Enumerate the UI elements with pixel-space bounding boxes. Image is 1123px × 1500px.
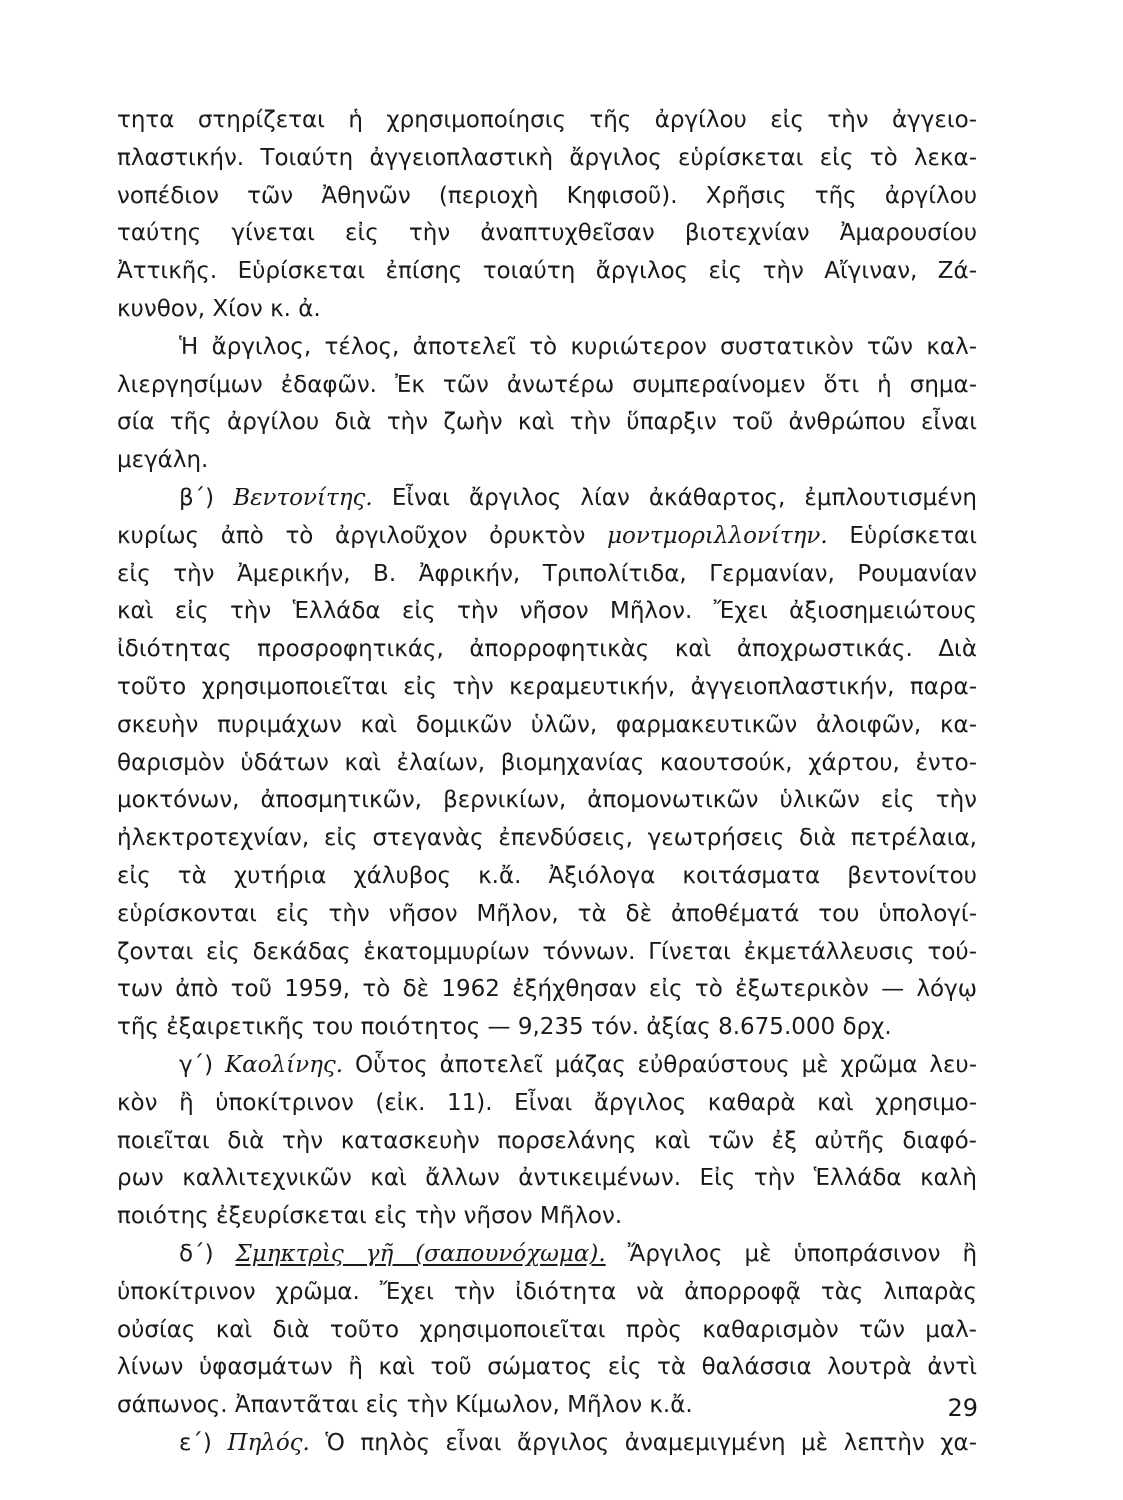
text-line: ζονται εἰς δεκάδας ἑκατομμυρίων τόννων. Γίνεται ἐκμετάλλευσις τού-: [117, 938, 977, 965]
section-text: Ἄργιλος μὲ ὑποπράσινον ἢ: [627, 1240, 977, 1267]
body-text: [117, 102, 977, 1463]
text-line: σάπωνος. Ἀπαντᾶται εἰς τὴν Κίμωλον, Μῆλον κ.ἄ.: [117, 1392, 693, 1419]
text-line: εἰς τὰ χυτήρια χάλυβος κ.ἄ. Ἀξιόλογα κοιτάσματα βεντονίτου: [117, 862, 977, 889]
text-line: κὸν ἢ ὑποκίτρινον (εἰκ. 11). Εἶναι ἄργιλος καθαρὰ καὶ χρησιμο-: [117, 1089, 977, 1116]
section-term: Καολίνης.: [224, 1051, 344, 1078]
text-line: θαρισμὸν ὑδάτων καὶ ἐλαίων, βιομηχανίας καουτσούκ, χάρτου, ἐντο-: [117, 749, 977, 776]
section-marker: δ΄): [179, 1240, 214, 1267]
section-b-heading-line: [117, 480, 977, 518]
text-line: νοπέδιον τῶν Ἀθηνῶν (περιοχὴ Κηφισοῦ). Χρῆσις τῆς ἀργίλου: [117, 182, 977, 209]
text-line: οὐσίας καὶ διὰ τοῦτο χρησιμοποιεῖται πρὸς καθαρισμὸν τῶν μαλ-: [117, 1316, 977, 1343]
text-line: λίνων ὑφασμάτων ἢ καὶ τοῦ σώματος εἰς τὰ θαλάσσια λουτρὰ ἀντὶ: [117, 1354, 977, 1381]
text-line: κυνθον, Χίον κ. ἀ.: [117, 295, 321, 322]
text-line: καὶ εἰς τὴν Ἑλλάδα εἰς τὴν νῆσον Μῆλον. Ἔχει ἀξιοσημειώτους: [117, 598, 977, 625]
text-line: ἰδιότητας προσροφητικάς, ἀπορροφητικὰς καὶ ἀποχρωστικάς. Διὰ: [117, 636, 977, 663]
text-line: ἠλεκτροτεχνίαν, εἰς στεγανὰς ἐπενδύσεις, γεωτρήσεις διὰ πετρέλαια,: [117, 825, 977, 852]
text-line: εὑρίσκονται εἰς τὴν νῆσον Μῆλον, τὰ δὲ ἀποθέματά του ὑπολογί-: [117, 900, 977, 927]
page-number: 29: [947, 1394, 978, 1422]
text-line: λιεργησίμων ἐδαφῶν. Ἐκ τῶν ἀνωτέρω συμπεραίνομεν ὅτι ἡ σημα-: [117, 371, 977, 398]
section-text: Ὁ πηλὸς εἶναι ἄργιλος ἀναμεμιγμένη μὲ λεπτὴν χα-: [325, 1429, 977, 1456]
text-line: ποιότης ἐξευρίσκεται εἰς τὴν νῆσον Μῆλον.: [117, 1203, 623, 1230]
text-line: ὑποκίτρινον χρῶμα. Ἔχει τὴν ἰδιότητα νὰ ἀπορροφᾷ τὰς λιπαρὰς: [117, 1278, 977, 1305]
mineral-term: μοντμοριλλονίτην.: [607, 522, 828, 549]
text-line: [117, 518, 977, 556]
section-term: Σμηκτρὶς γῆ (σαπουνόχωμα).: [235, 1240, 606, 1267]
text-line: τοῦτο χρησιμοποιεῖται εἰς τὴν κεραμευτικήν, ἀγγειοπλαστικήν, παρα-: [117, 673, 977, 700]
section-g-heading-line: [117, 1047, 977, 1085]
section-text: Οὗτος ἀποτελεῖ μάζας εὐθραύστους μὲ χρῶμα λευ-: [354, 1051, 977, 1078]
text-line: σκευὴν πυριμάχων καὶ δομικῶν ὑλῶν, φαρμακευτικῶν ἀλοιφῶν, κα-: [117, 711, 977, 738]
text-line: εἰς τὴν Ἀμερικήν, Β. Ἀφρικήν, Τριπολίτιδα, Γερμανίαν, Ρουμανίαν: [117, 560, 977, 587]
text-line: μοκτόνων, ἀποσμητικῶν, βερνικίων, ἀπομονωτικῶν ὑλικῶν εἰς τὴν: [117, 787, 977, 814]
text-fragment: κυρίως ἀπὸ τὸ ἀργιλοῦχον ὀρυκτὸν: [117, 522, 586, 549]
section-marker: ε΄): [179, 1429, 212, 1456]
text-line: ταύτης γίνεται εἰς τὴν ἀναπτυχθεῖσαν βιοτεχνίαν Ἀμαρουσίου: [117, 220, 977, 247]
section-d-heading-line: [117, 1236, 977, 1274]
section-e-heading-line: [117, 1425, 977, 1463]
text-line: τῆς ἐξαιρετικῆς του ποιότητος — 9,235 τόν. ἀξίας 8.675.000 δρχ.: [117, 1014, 892, 1041]
section-term: Πηλός.: [227, 1429, 310, 1456]
section-marker: γ΄): [179, 1051, 214, 1078]
text-line: σία τῆς ἀργίλου διὰ τὴν ζωὴν καὶ τὴν ὕπαρξιν τοῦ ἀνθρώπου εἶναι: [117, 409, 977, 436]
text-line: ποιεῖται διὰ τὴν κατασκευὴν πορσελάνης καὶ τῶν ἐξ αὐτῆς διαφό-: [117, 1127, 977, 1154]
text-line: πλαστικήν. Τοιαύτη ἀγγειοπλαστικὴ ἄργιλος εὑρίσκεται εἰς τὸ λεκα-: [117, 144, 977, 171]
text-line: ρων καλλιτεχνικῶν καὶ ἄλλων ἀντικειμένων. Εἰς τὴν Ἑλλάδα καλὴ: [117, 1165, 977, 1192]
section-marker: β΄): [179, 484, 215, 511]
text-fragment: Εὑρίσκεται: [849, 522, 977, 549]
text-line: μεγάλη.: [117, 447, 209, 474]
section-text: Εἶναι ἄργιλος λίαν ἀκάθαρτος, ἐμπλουτισμένη: [391, 484, 977, 511]
text-line: τητα στηρίζεται ἡ χρησιμοποίησις τῆς ἀργίλου εἰς τὴν ἀγγειο-: [117, 107, 977, 133]
text-line: Ἀττικῆς. Εὑρίσκεται ἐπίσης τοιαύτη ἄργιλος εἰς τὴν Αἴγιναν, Ζά-: [117, 258, 977, 285]
section-term: Βεντονίτης.: [233, 484, 373, 511]
text-line: Ἡ ἄργιλος, τέλος, ἀποτελεῖ τὸ κυριώτερον συστατικὸν τῶν καλ-: [179, 333, 977, 360]
text-line: των ἀπὸ τοῦ 1959, τὸ δὲ 1962 ἐξήχθησαν εἰς τὸ ἐξωτερικὸν — λόγῳ: [117, 976, 977, 1003]
